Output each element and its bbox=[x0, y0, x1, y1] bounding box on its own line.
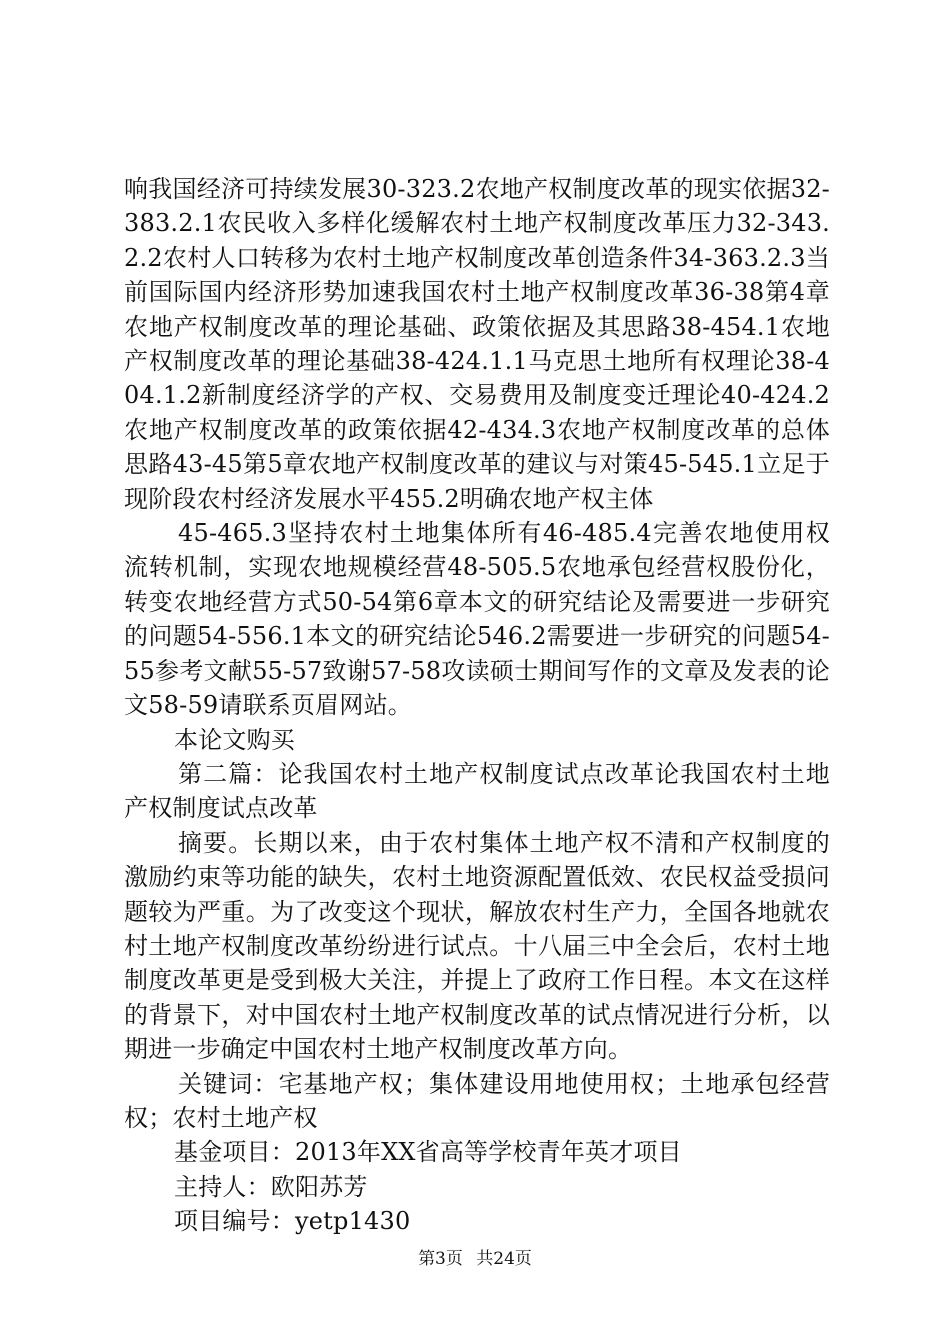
abstract-paragraph: 摘要。长期以来，由于农村集体土地产权不清和产权制度的激励约束等功能的缺失，农村土地资源配置低效、农民权益受损问题较为严重。为了改变这个现状，解放农村生产力，全国各地就农村土地产权制度改革纷纷进行试点。十八届三中全会后，农村土地制度改革更是受到极大关注，并提上了政府工作日程。本文在这样的背景下，对中国农村土地产权制度改革的试点情况进行分析，以期进一步确定中国农村土地产权制度改革方向。 bbox=[124, 828, 830, 1064]
page-number: 第3页 bbox=[418, 1249, 463, 1269]
fund-project-line: 基金项目：2013年XX省高等学校青年英才项目 bbox=[174, 1138, 682, 1167]
keywords-paragraph: 关键词：宅基地产权；集体建设用地使用权；土地承包经营权；农村土地产权 bbox=[124, 1069, 830, 1132]
document-body bbox=[124, 172, 830, 1239]
toc-continuation-paragraph: 响我国经济可持续发展30-323.2农地产权制度改革的现实依据32-383.2.1农民收入多样化缓解农村土地产权制度改革压力32-343.2.2农村人口转移为农村土地产权制度改革创造条件34-363.2.3当前国际国内经济形势加速我国农村土地产权制度改革36-38第4章农地产权制度改革的理论基础、政策依据及其思路38-454.1农地产权制度改革的理论基础38-424.1.1马克思土地所有权理论38-404.1.2新制度经济学的产权、交易费用及制度变迁理论40-424.2农地产权制度改革的政策依据42-434.3农地产权制度改革的总体思路43-45第5章农地产权制度改革的建议与对策45-545.1立足于现阶段农村经济发展水平455.2明确农地产权主体 bbox=[124, 175, 830, 513]
page-total: 共24页 bbox=[476, 1249, 532, 1269]
project-number-line: 项目编号：yetp1430 bbox=[174, 1207, 411, 1236]
section-title: 第二篇：论我国农村土地产权制度试点改革论我国农村土地产权制度试点改革 bbox=[124, 759, 830, 823]
toc-continuation-paragraph-2: 45-465.3坚持农村土地集体所有46-485.4完善农地使用权流转机制，实现农地规模经营48-505.5农地承包经营权股份化，转变农地经营方式50-54第6章本文的研究结论及需要进一步研究的问题54-556.1本文的研究结论546.2需要进一步研究的问题54-55参考文献55-57致谢57-58攻读硕士期间写作的文章及发表的论文58-59请联系页眉网站。 bbox=[124, 519, 830, 720]
purchase-note: 本论文购买 bbox=[174, 725, 295, 754]
page-footer bbox=[0, 1244, 950, 1269]
host-line: 主持人：欧阳苏芳 bbox=[174, 1172, 368, 1201]
